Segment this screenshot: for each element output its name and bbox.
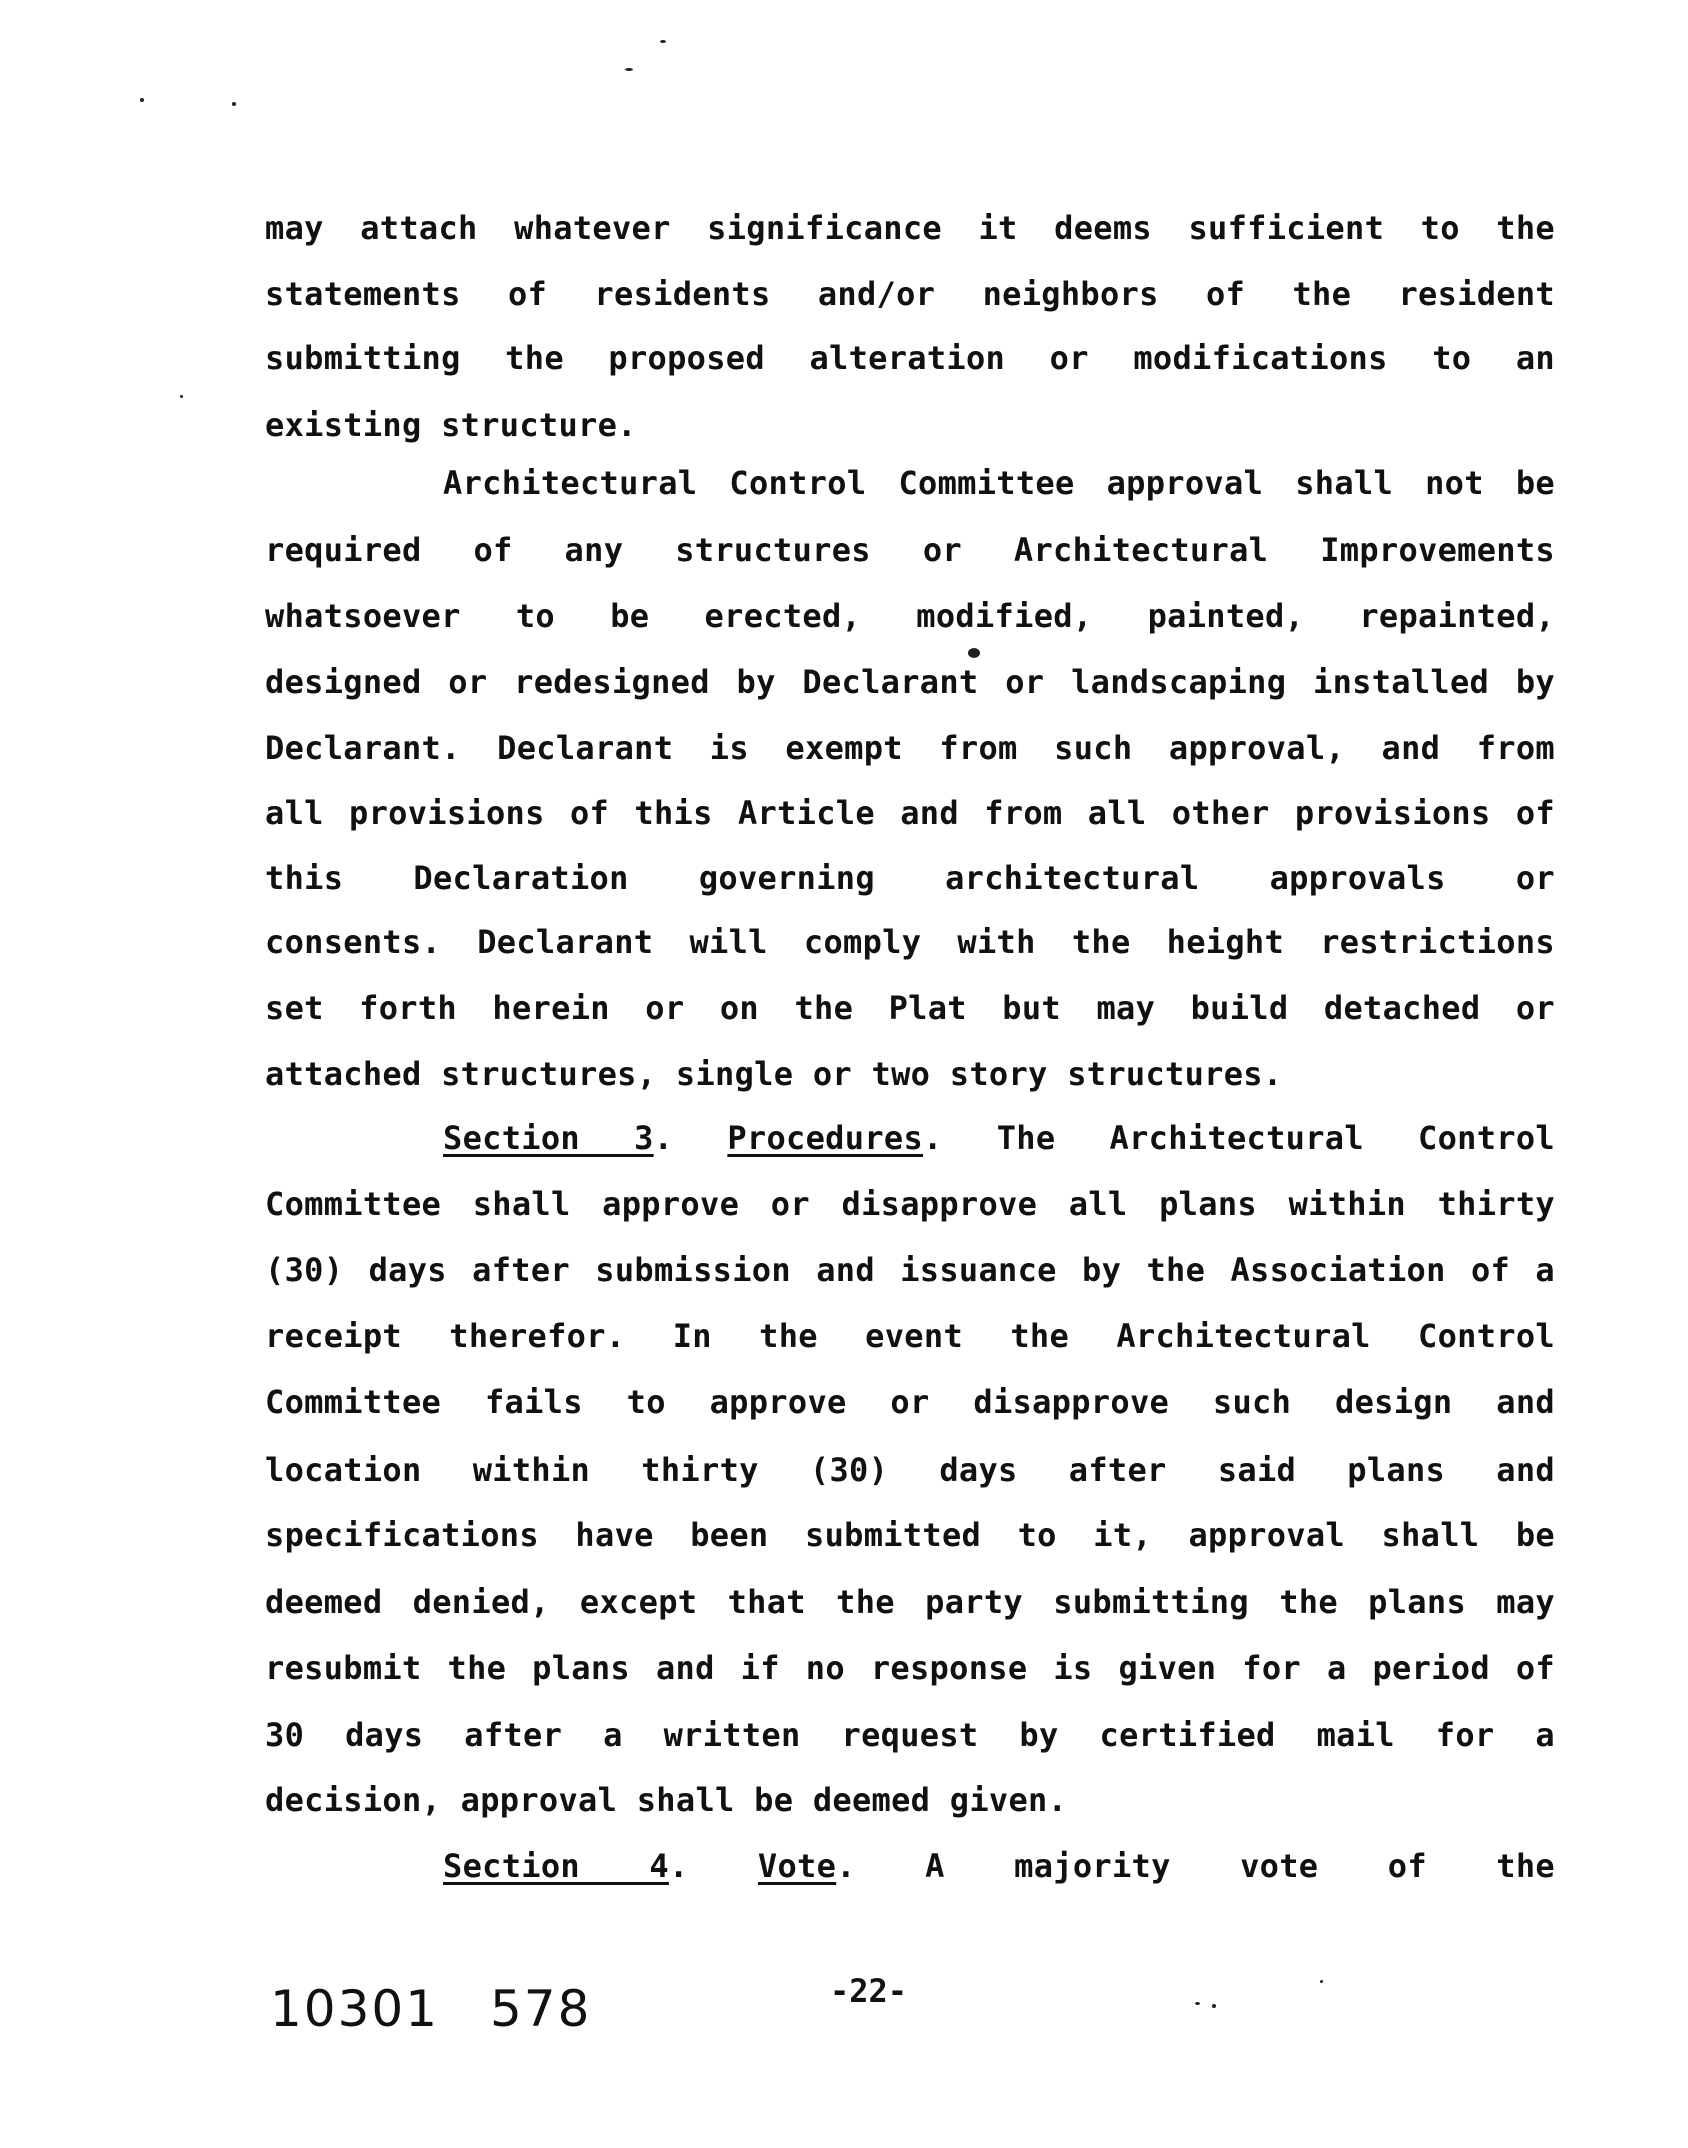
text-line: 30 days after a written request by certified mail for a	[265, 1716, 1555, 1754]
text-line: deemed denied, except that the party submitting the plans may	[265, 1583, 1555, 1621]
section-title: Procedures	[727, 1119, 924, 1157]
section-number: Section 3	[443, 1119, 654, 1157]
text-line: Committee shall approve or disapprove all plans within thirty	[265, 1185, 1555, 1223]
text-line: receipt therefor. In the event the Architectural Control	[265, 1317, 1555, 1355]
text-line: all provisions of this Article and from all other provisions of	[265, 794, 1555, 832]
text-line: required of any structures or Architectural Improvements	[265, 531, 1555, 569]
scan-speck	[968, 648, 980, 658]
section-heading-line: Section 4. Vote. A majority vote of the	[443, 1847, 1555, 1885]
text-line: resubmit the plans and if no response is given for a period of	[265, 1649, 1555, 1687]
document-number-left: 10301	[270, 1980, 440, 2038]
text-line: whatsoever to be erected, modified, painted, repainted,	[265, 597, 1555, 635]
text-line: location within thirty (30) days after said plans and	[265, 1451, 1555, 1489]
section-heading-rest: The Architectural Control	[996, 1119, 1555, 1157]
scan-speck	[1320, 1980, 1323, 1983]
text-line: this Declaration governing architectural approvals or	[265, 859, 1555, 897]
text-line: Declarant. Declarant is exempt from such approval, and from	[265, 729, 1555, 767]
text-line: attached structures, single or two story structures.	[265, 1055, 1283, 1093]
text-line: decision, approval shall be deemed given.	[265, 1781, 1068, 1819]
text-line: (30) days after submission and issuance by the Association of a	[265, 1251, 1555, 1289]
scan-speck	[1195, 2002, 1200, 2005]
text-line: may attach whatever significance it deems sufficient to the	[265, 209, 1555, 247]
page-number: -22-	[830, 1972, 908, 2010]
text-line: designed or redesigned by Declarant or landscaping installed by	[265, 663, 1555, 701]
section-number: Section 4	[443, 1847, 669, 1885]
scan-speck	[1212, 2004, 1216, 2008]
text-line: submitting the proposed alteration or modifications to an	[265, 339, 1555, 377]
scan-speck	[140, 98, 144, 102]
scan-speck	[232, 102, 236, 106]
text-line: statements of residents and/or neighbors of the resident	[265, 275, 1555, 313]
section-title: Vote	[757, 1847, 837, 1885]
text-line: existing structure.	[265, 406, 637, 444]
scan-speck	[625, 68, 633, 71]
text-line: set forth herein or on the Plat but may build detached or	[265, 989, 1555, 1027]
text-line: specifications have been submitted to it, approval shall be	[265, 1516, 1555, 1554]
text-line: consents. Declarant will comply with the height restrictions	[265, 923, 1555, 961]
scan-speck	[180, 395, 183, 398]
section-heading-line: Section 3. Procedures. The Architectural Control	[443, 1119, 1555, 1157]
text-line: Architectural Control Committee approval shall not be	[443, 464, 1555, 502]
section-heading-rest: A majority vote of the	[925, 1847, 1555, 1885]
scan-speck	[660, 40, 666, 43]
text-line: Committee fails to approve or disapprove such design and	[265, 1383, 1555, 1421]
document-number-right: 578	[490, 1980, 592, 2038]
